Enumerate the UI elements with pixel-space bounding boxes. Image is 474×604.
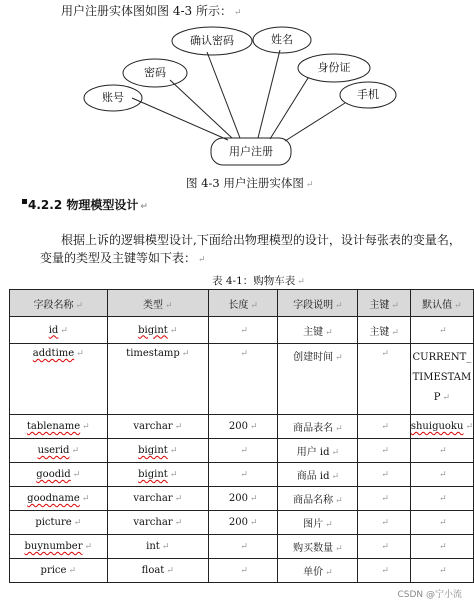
attr-phone: 手机 (357, 88, 379, 101)
cell-primary-key: ↵ (358, 535, 410, 559)
table-row (10, 439, 474, 463)
cell-description: 商品名称 ↵ (278, 487, 358, 511)
cell-field: buynumber ↵ (10, 535, 108, 559)
cell-length: ↵ (208, 439, 277, 463)
header-default: 默认值 ↵ (410, 290, 473, 317)
cell-description: 主键 ↵ (278, 317, 358, 344)
cell-primary-key: ↵ (358, 511, 410, 535)
cell-primary-key: 主键 ↵ (358, 317, 410, 344)
cell-length: ↵ (208, 559, 277, 583)
cell-type: bigint ↵ (107, 439, 208, 463)
table-row (10, 511, 474, 535)
edge-name (258, 50, 280, 138)
cell-field: picture ↵ (10, 511, 108, 535)
edge-account (132, 98, 228, 140)
table-row (10, 487, 474, 511)
cell-field: id ↵ (10, 317, 108, 344)
cell-primary-key: ↵ (358, 344, 410, 415)
cell-type: varchar ↵ (107, 415, 208, 439)
attr-account: 账号 (102, 91, 124, 104)
header-primary-key: 主键 ↵ (358, 290, 410, 317)
cell-default: ↵ (410, 439, 473, 463)
cell-description: 商品 id ↵ (278, 463, 358, 487)
cell-length: 200 ↵ (208, 487, 277, 511)
attr-confirm-password: 确认密码 (190, 34, 234, 47)
header-description: 字段说明 ↵ (278, 290, 358, 317)
cell-primary-key: ↵ (358, 559, 410, 583)
cell-length: ↵ (208, 463, 277, 487)
figure-caption: 图 4-3 用户注册实体图 ↵ (186, 176, 314, 190)
cell-type: int ↵ (107, 535, 208, 559)
cell-type: timestamp ↵ (107, 344, 208, 415)
cell-type: bigint ↵ (107, 463, 208, 487)
table-row (10, 535, 474, 559)
attr-password: 密码 (144, 66, 166, 79)
entity-user-register: 用户注册 (229, 145, 273, 158)
cell-length: ↵ (208, 535, 277, 559)
cell-description: 图片 ↵ (278, 511, 358, 535)
cell-type: float ↵ (107, 559, 208, 583)
edge-phone (285, 103, 345, 141)
cell-default: CURRENT_TIMESTAMP ↵ (410, 344, 473, 415)
cell-primary-key: ↵ (358, 463, 410, 487)
cell-primary-key: ↵ (358, 439, 410, 463)
attr-idcard: 身份证 (317, 61, 351, 74)
cell-description: 用户 id ↵ (278, 439, 358, 463)
cell-type: bigint ↵ (107, 317, 208, 344)
shopping-cart-table (9, 289, 474, 583)
header-type: 类型 ↵ (107, 290, 208, 317)
cell-field: price ↵ (10, 559, 108, 583)
cell-type: varchar ↵ (107, 511, 208, 535)
cell-default: ↵ (410, 559, 473, 583)
paragraph-line-2: 变量的类型及主键等如下表： ↵ (40, 251, 206, 265)
cell-description: 购买数量 ↵ (278, 535, 358, 559)
table-row (10, 415, 474, 439)
table-caption: 表 4-1：购物车表 ↵ (212, 275, 305, 287)
cell-length: 200 ↵ (208, 511, 277, 535)
cell-primary-key: ↵ (358, 487, 410, 511)
edge-password (170, 80, 232, 138)
table-row (10, 463, 474, 487)
cell-description: 单价 ↵ (278, 559, 358, 583)
cell-field: addtime ↵ (10, 344, 108, 415)
table-row (10, 317, 474, 344)
section-heading: 4.2.2 物理模型设计 ↵ (28, 198, 148, 212)
table-row (10, 559, 474, 583)
cell-primary-key: ↵ (358, 415, 410, 439)
cell-default: ↵ (410, 535, 473, 559)
cell-default: ↵ (410, 511, 473, 535)
table-row (10, 344, 474, 415)
header-length: 长度 ↵ (208, 290, 277, 317)
cell-default: ↵ (410, 317, 473, 344)
heading-bullet (22, 199, 27, 204)
cell-length: ↵ (208, 344, 277, 415)
cell-description: 创建时间 ↵ (278, 344, 358, 415)
paragraph-line-1: 根据上诉的逻辑模型设计,下面给出物理模型的设计，设计每张表的变量名， (61, 233, 461, 247)
edge-confirm-password (207, 52, 240, 138)
cell-length: 200 ↵ (208, 415, 277, 439)
intro-text: 用户注册实体图如图 4-3 所示： ↵ (61, 4, 242, 18)
cell-length: ↵ (208, 317, 277, 344)
cell-field: goodid ↵ (10, 463, 108, 487)
cell-default: ↵ (410, 487, 473, 511)
attr-name: 姓名 (271, 33, 293, 46)
watermark: CSDN @宁小流 (397, 590, 462, 600)
cell-field: userid ↵ (10, 439, 108, 463)
cell-field: goodname ↵ (10, 487, 108, 511)
cell-default: ↵ (410, 463, 473, 487)
header-field-name: 字段名称 ↵ (10, 290, 108, 317)
table-header-row (10, 290, 474, 317)
cell-default: shuiguoku ↵ (410, 415, 473, 439)
cell-description: 商品表名 ↵ (278, 415, 358, 439)
cell-field: tablename ↵ (10, 415, 108, 439)
cell-type: varchar ↵ (107, 487, 208, 511)
